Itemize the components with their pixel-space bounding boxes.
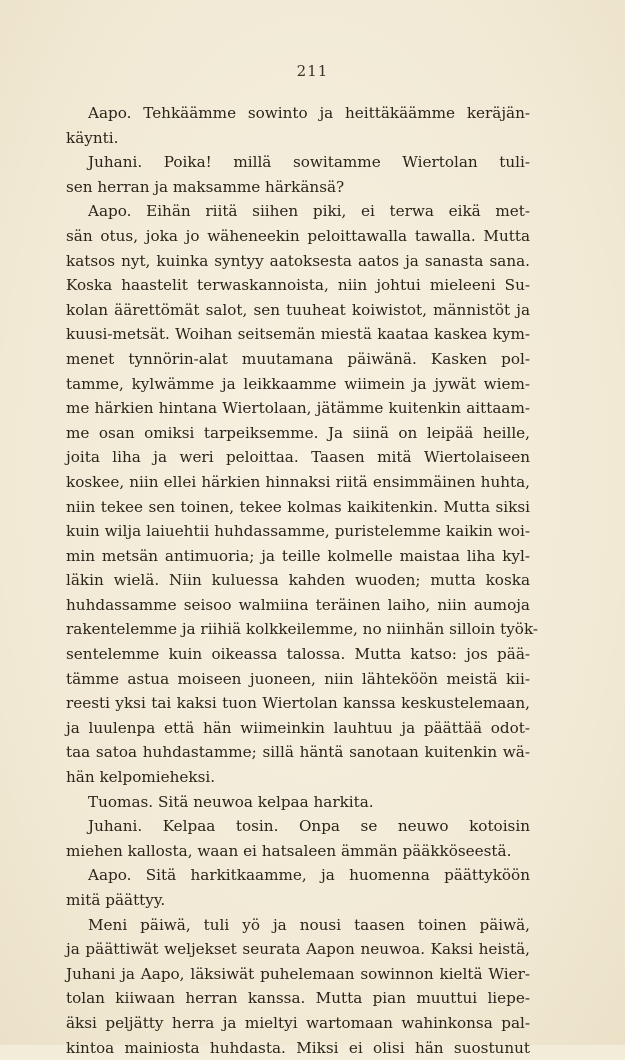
text-line: huhdassamme seisoo walmiina teräinen laiho, niin aumoja xyxy=(66,595,530,614)
text-line: kintoa mainiosta huhdasta. Miksi ei olisi hän suostunut xyxy=(66,1038,530,1057)
text-line: kuin wilja laiuehtii huhdassamme, puristelemme kaikin woi- xyxy=(66,522,530,541)
text-line: äksi peljätty herra ja mieltyi wartomaan wahinkonsa pal- xyxy=(66,1013,530,1032)
text-line: Aapo. Tehkäämme sowinto ja heittäkäämme keräjän- xyxy=(88,104,530,122)
text-line: ja luulenpa että hän wiimeinkin lauhtuu ja päättää odot- xyxy=(66,718,530,737)
text-line: kolan äärettömät salot, sen tuuheat koiwistot, männistöt ja xyxy=(66,300,530,319)
text-line: niin tekee sen toinen, tekee kolmas kaikitenkin. Mutta siksi xyxy=(66,497,530,516)
text-line: kuusi-metsät. Woihan seitsemän miestä kaataa kaskea kym- xyxy=(66,325,530,344)
text-line: Koska haastelit terwaskannoista, niin johtui mieleeni Su- xyxy=(66,276,530,295)
text-line: katsos nyt, kuinka syntyy aatoksesta aatos ja sanasta sana. xyxy=(66,251,530,270)
text-line: menet tynnörin-alat muutamana päiwänä. Kasken pol- xyxy=(66,349,530,368)
text-line: Tuomas. Sitä neuwoa kelpaa harkita. xyxy=(88,792,374,811)
text-line: käynti. xyxy=(66,128,119,147)
text-line: sen herran ja maksamme härkänsä? xyxy=(66,177,345,196)
text-line: sentelemme kuin oikeassa talossa. Mutta katso: jos pää- xyxy=(66,645,530,664)
text-line: rakentelemme ja riihiä kolkkeilemme, no niinhän silloin työk- xyxy=(66,620,539,639)
text-line: tamme, kylwämme ja leikkaamme wiimein ja jywät wiem- xyxy=(66,374,530,393)
text-line: joita liha ja weri peloittaa. Taasen mitä Wiertolaiseen xyxy=(66,448,530,467)
text-line: Meni päiwä, tuli yö ja nousi taasen toinen päiwä, xyxy=(88,915,530,934)
page-number: 211 xyxy=(296,62,329,80)
text-line: Juhani ja Aapo, läksiwät puhelemaan sowinnon kieltä Wier- xyxy=(66,964,530,983)
text-line: Juhani. Poika! millä sowitamme Wiertolan tuli- xyxy=(88,153,530,172)
text-line: sän otus, joka jo wäheneekin peloittawalla tawalla. Mutta xyxy=(66,226,530,245)
text-line: Juhani. Kelpaa tosin. Onpa se neuwo kotoisin xyxy=(88,817,530,836)
text-line: Aapo. Sitä harkitkaamme, ja huomenna päättyköön xyxy=(88,866,530,885)
text-line: tämme astua moiseen juoneen, niin lähteköön meistä kii- xyxy=(66,669,530,688)
text-line: hän kelpomieheksi. xyxy=(66,768,216,787)
text-line: taa satoa huhdastamme; sillä häntä sanotaan kuitenkin wä- xyxy=(66,743,530,762)
text-line: me härkien hintana Wiertolaan, jätämme kuitenkin aittaam- xyxy=(66,399,530,418)
text-line: min metsän antimuoria; ja teille kolmelle maistaa liha kyl- xyxy=(66,546,530,565)
text-line: miehen kallosta, waan ei hatsaleen ämmän pääkköseestä. xyxy=(66,841,512,860)
text-line: läkin wielä. Niin kuluessa kahden wuoden; mutta koska xyxy=(66,571,530,590)
text-line: koskee, niin ellei härkien hinnaksi riitä ensimmäinen huhta, xyxy=(66,472,530,491)
text-line: tolan kiiwaan herran kanssa. Mutta pian muuttui liepe- xyxy=(66,989,530,1008)
page-text-body xyxy=(66,101,539,1060)
text-line: mitä päättyy. xyxy=(66,891,166,909)
text-line: Aapo. Eihän riitä siihen piki, ei terwa eikä met- xyxy=(88,202,530,221)
text-line: reesti yksi tai kaksi tuon Wiertolan kanssa keskustelemaan, xyxy=(66,694,530,713)
text-line: me osan omiksi tarpeiksemme. Ja siinä on leipää heille, xyxy=(66,423,530,442)
text-line: ja päättiwät weljekset seurata Aapon neuwoa. Kaksi heistä, xyxy=(66,940,530,959)
